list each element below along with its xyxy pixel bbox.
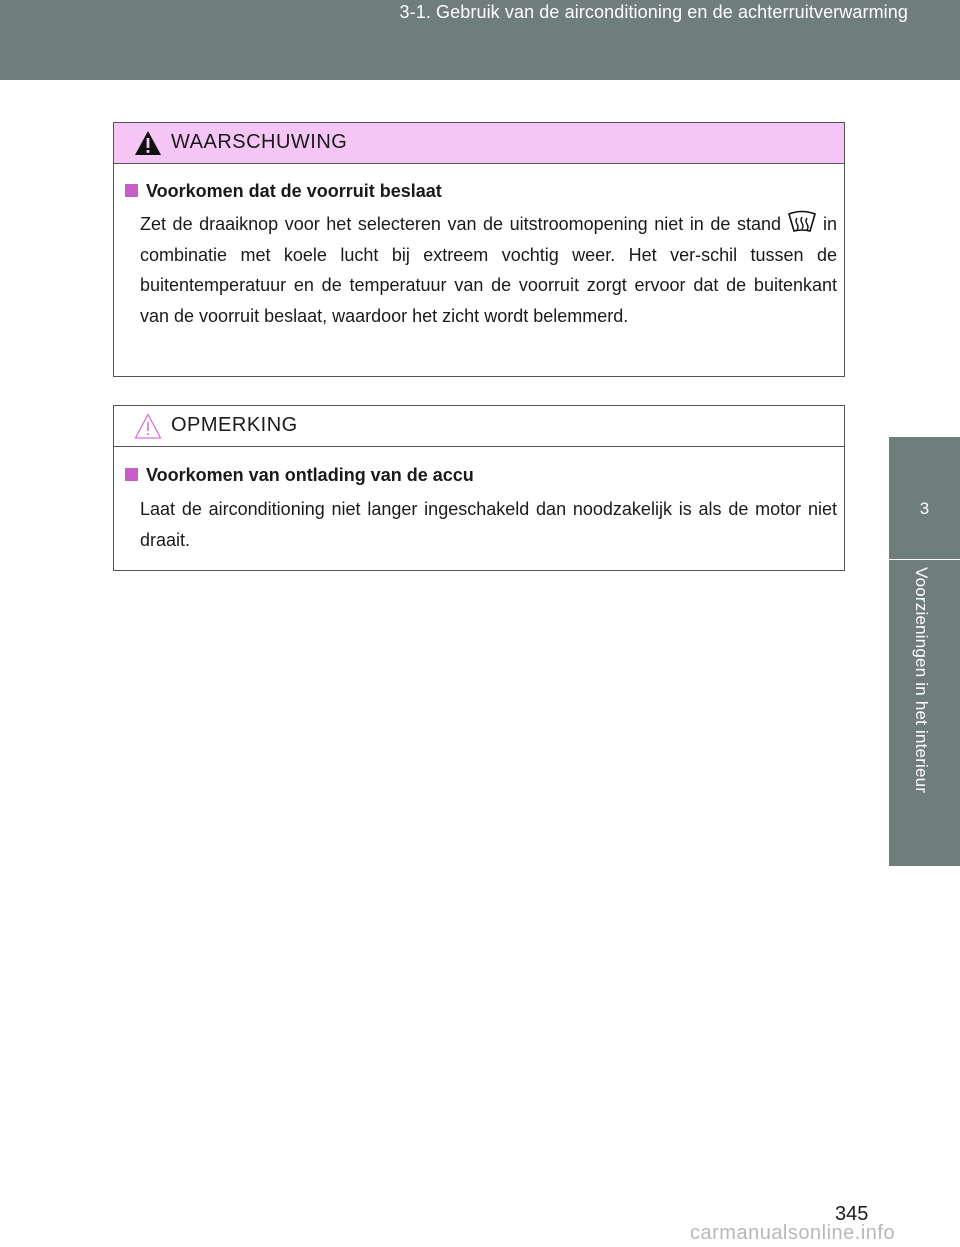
- square-bullet-icon: [125, 184, 138, 197]
- chapter-number: 3: [919, 499, 930, 518]
- warning-subheading-text: Voorkomen dat de voorruit beslaat: [146, 181, 442, 201]
- warning-box-header: [114, 123, 844, 164]
- watermark: carmanualsonline.info: [690, 1222, 896, 1244]
- warning-text-after-icon: in combinatie met koele lucht bij extreem vochtig weer. Het ver-schil tussen de buitentemperatuur en de temperatuur van de voorruit zorgt ervoor dat de buitenkant van de voorruit beslaat, waardoor het zicht wordt belemmerd.: [140, 214, 837, 326]
- chapter-title: Voorzieningen in het interieur: [912, 567, 931, 794]
- notice-subheading: [125, 465, 474, 486]
- square-bullet-icon: [125, 468, 138, 481]
- side-tab-divider: [889, 559, 960, 560]
- notice-box: [113, 405, 845, 571]
- notice-body: Laat de airconditioning niet langer ingeschakeld dan noodzakelijk is als de motor niet draait.: [140, 499, 837, 550]
- warning-triangle-outline-icon: [134, 413, 162, 439]
- warning-box: [113, 122, 845, 377]
- warning-title: WAARSCHUWING: [171, 131, 348, 153]
- section-title: 3-1. Gebruik van de airconditioning en de achterruitverwarming: [399, 2, 908, 22]
- notice-subheading-text: Voorkomen van ontlading van de accu: [146, 465, 474, 485]
- warning-triangle-filled-icon: [134, 130, 162, 156]
- notice-title: OPMERKING: [171, 414, 298, 436]
- notice-box-header: [114, 406, 844, 447]
- warning-body: [140, 209, 837, 331]
- warning-subheading: [125, 181, 442, 202]
- warning-text-before-icon: Zet de draaiknop voor het selecteren van de uitstroomopening niet in de stand: [140, 214, 781, 234]
- section-header: [0, 0, 960, 80]
- chapter-side-tab: [889, 437, 960, 866]
- page-number: 345: [835, 1203, 869, 1225]
- windshield-defrost-icon: [787, 210, 817, 234]
